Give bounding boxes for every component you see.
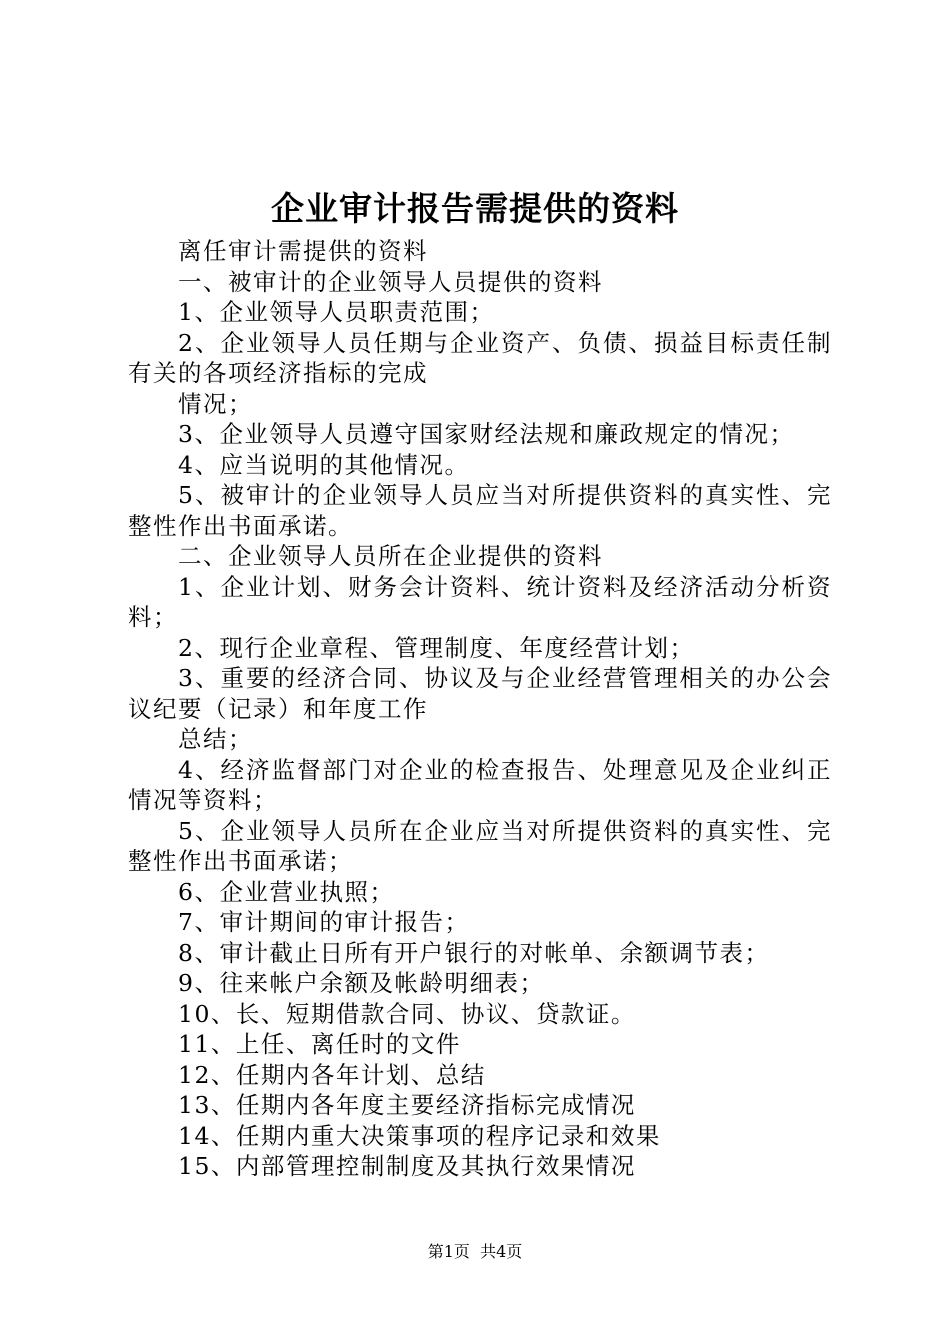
list-item: 5、企业领导人员所在企业应当对所提供资料的真实性、完整性作出书面承诺； [128,816,832,875]
list-item: 3、企业领导人员遵守国家财经法规和廉政规定的情况； [178,420,795,448]
list-item: 7、审计期间的审计报告； [178,908,470,936]
document-title: 企业审计报告需提供的资料 [271,189,679,228]
list-item: 10、长、短期借款合同、协议、贷款证。 [178,999,636,1028]
section-heading: 一、被审计的企业领导人员提供的资料 [178,267,603,296]
list-item-continuation: 情况； [178,389,253,418]
list-item: 11、上任、离任时的文件 [178,1030,461,1058]
list-item: 2、现行企业章程、管理制度、年度经营计划； [178,633,695,662]
paragraph: 离任审计需提供的资料 [178,237,428,265]
document-body [128,236,832,1182]
page-number: 第1页 [427,1242,470,1261]
list-item: 4、经济监督部门对企业的检查报告、处理意见及企业纠正情况等资料； [128,755,832,814]
list-item: 5、被审计的企业领导人员应当对所提供资料的真实性、完整性作出书面承诺。 [128,481,832,540]
list-item: 14、任期内重大决策事项的程序记录和效果 [178,1121,661,1150]
section-heading: 二、企业领导人员所在企业提供的资料 [178,542,603,570]
list-item: 9、往来帐户余额及帐龄明细表； [178,969,545,997]
list-item: 6、企业营业执照； [178,877,395,906]
list-item: 13、任期内各年度主要经济指标完成情况 [178,1091,636,1119]
list-item: 1、企业领导人员职责范围； [178,298,495,326]
list-item: 8、审计截止日所有开户银行的对帐单、余额调节表； [178,938,770,967]
page-footer [0,1241,950,1263]
list-item: 3、重要的经济合同、协议及与企业经营管理相关的办公会议纪要（记录）和年度工作 [128,664,832,723]
list-item: 4、应当说明的其他情况。 [178,450,470,479]
page-total: 共4页 [480,1242,523,1261]
list-item: 15、内部管理控制制度及其执行效果情况 [178,1152,636,1180]
list-item: 12、任期内各年计划、总结 [178,1060,486,1089]
list-item: 2、企业领导人员任期与企业资产、负债、损益目标责任制有关的各项经济指标的完成 [128,328,832,387]
list-item: 1、企业计划、财务会计资料、统计资料及经济活动分析资料； [128,572,832,631]
list-item-continuation: 总结； [178,725,253,753]
